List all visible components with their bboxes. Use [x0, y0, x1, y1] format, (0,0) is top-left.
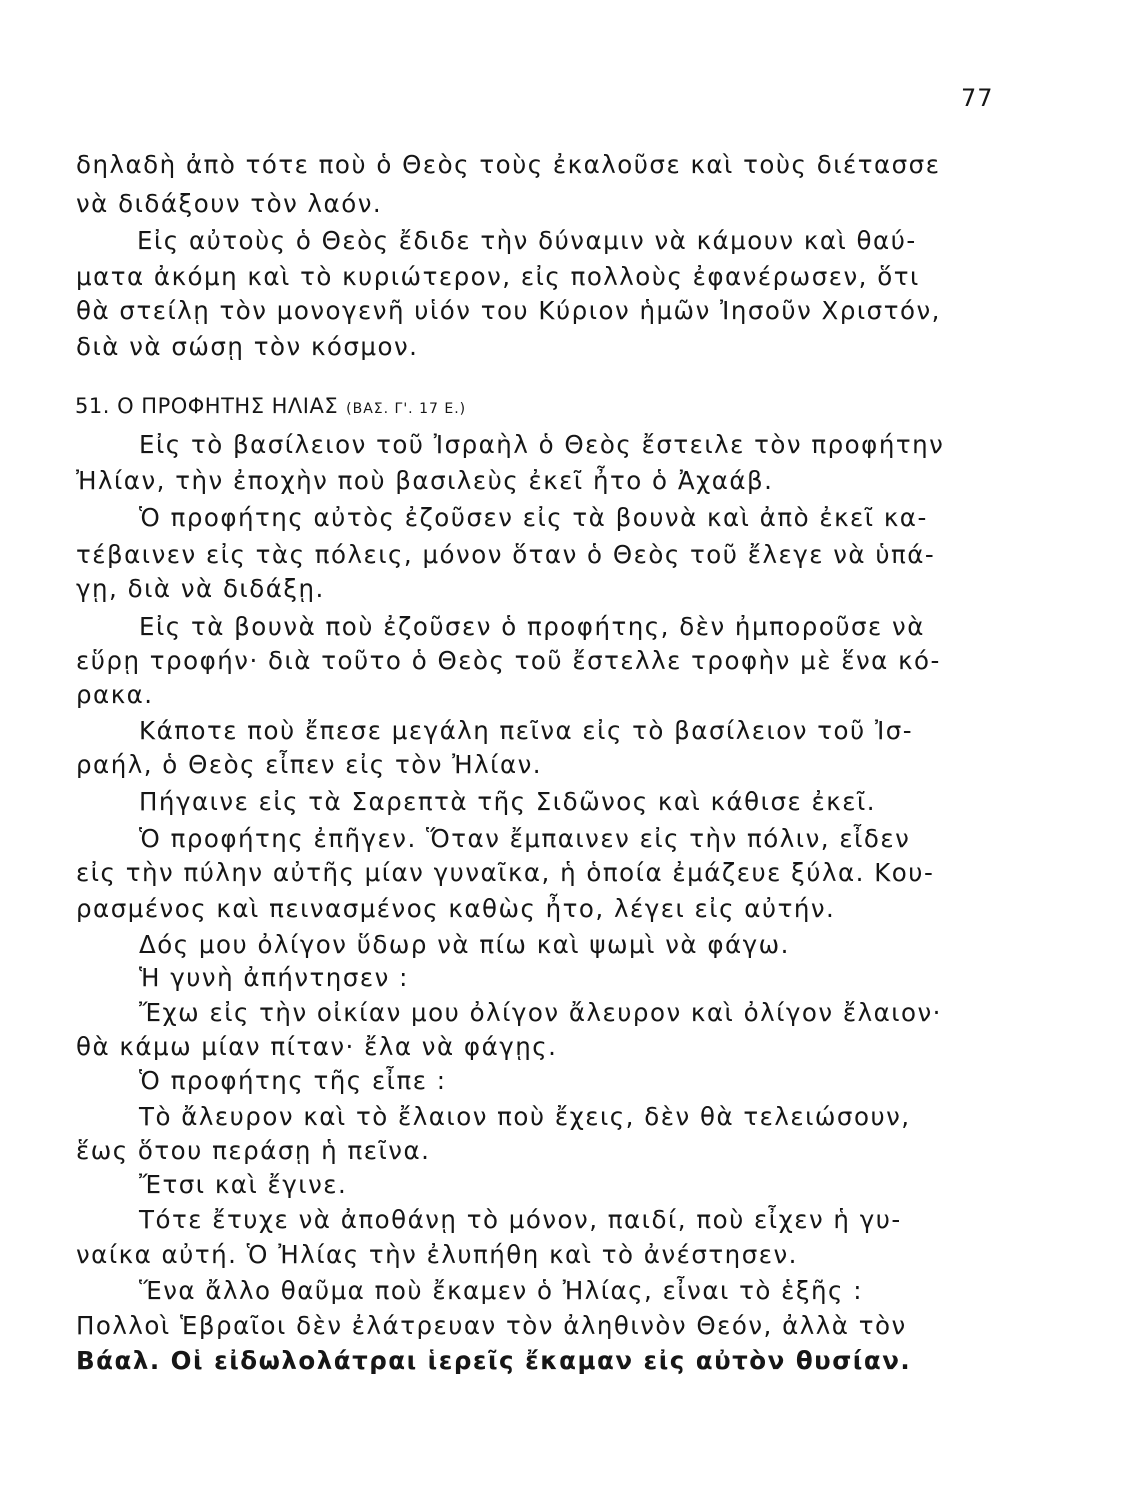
text-line: Εἰς τὰ βουνὰ ποὺ ἐζοῦσεν ὁ προφήτης, δὲν ἠμποροῦσε νὰ [139, 612, 925, 641]
text-line: Εἰς τὸ βασίλειον τοῦ Ἰσραὴλ ὁ Θεὸς ἔστειλε τὸν προφήτην [139, 430, 945, 459]
text-line: γῃ, διὰ νὰ διδάξῃ. [76, 574, 325, 603]
text-line: θὰ στείλῃ τὸν μονογενῆ υἱόν του Κύριον ἡμῶν Ἰησοῦν Χριστόν, [76, 296, 941, 325]
text-line: Ἔτσι καὶ ἔγινε. [139, 1170, 348, 1199]
text-line: Εἰς αὐτοὺς ὁ Θεὸς ἔδιδε τὴν δύναμιν νὰ κάμουν καὶ θαύ- [137, 226, 917, 255]
section-title: 51. Ο ΠΡΟΦΗΤΗΣ ΗΛΙΑΣ [75, 394, 339, 418]
text-line: Ἕνα ἄλλο θαῦμα ποὺ ἔκαμεν ὁ Ἠλίας, εἶναι τὸ ἑξῆς : [139, 1276, 863, 1305]
text-line: τέβαινεν εἰς τὰς πόλεις, μόνον ὅταν ὁ Θεὸς τοῦ ἔλεγε νὰ ὑπά- [76, 540, 936, 569]
text-line: Τότε ἔτυχε νὰ ἀποθάνῃ τὸ μόνον, παιδί, ποὺ εἶχεν ἡ γυ- [139, 1205, 902, 1234]
text-line: Πολλοὶ Ἑβραῖοι δὲν ἐλάτρευαν τὸν ἀληθινὸν Θεόν, ἀλλὰ τὸν [76, 1311, 907, 1340]
text-line: ματα ἀκόμη καὶ τὸ κυριώτερον, εἰς πολλοὺς ἐφανέρωσεν, ὅτι [76, 262, 920, 291]
text-line: Ὁ προφήτης αὐτὸς ἐζοῦσεν εἰς τὰ βουνὰ καὶ ἀπὸ ἐκεῖ κα- [139, 503, 928, 532]
section-heading [75, 391, 466, 424]
text-line: Πήγαινε εἰς τὰ Σαρεπτὰ τῆς Σιδῶνος καὶ κάθισε ἐκεῖ. [139, 787, 877, 816]
text-line: Ἡ γυνὴ ἀπήντησεν : [139, 963, 409, 992]
text-line: ραήλ, ὁ Θεὸς εἶπεν εἰς τὸν Ἠλίαν. [76, 750, 543, 779]
page-number: 77 [961, 84, 994, 112]
text-line: εἰς τὴν πύλην αὐτῆς μίαν γυναῖκα, ἡ ὁποία ἐμάζευε ξύλα. Κου- [76, 858, 935, 887]
text-line: διὰ νὰ σώσῃ τὸν κόσμον. [76, 332, 419, 361]
text-line: Ὁ προφήτης ἐπῆγεν. Ὅταν ἔμπαινεν εἰς τὴν πόλιν, εἶδεν [139, 824, 911, 853]
text-line: Ἠλίαν, τὴν ἐποχὴν ποὺ βασιλεὺς ἐκεῖ ἦτο ὁ Ἀχαάβ. [76, 466, 774, 495]
text-line: εὕρῃ τροφήν· διὰ τοῦτο ὁ Θεὸς τοῦ ἔστελλε τροφὴν μὲ ἕνα κό- [76, 646, 941, 675]
text-line: Δός μου ὀλίγον ὕδωρ νὰ πίω καὶ ψωμὶ νὰ φάγω. [139, 930, 790, 959]
text-line: ρασμένος καὶ πεινασμένος καθὼς ἦτο, λέγει εἰς αὐτήν. [76, 894, 836, 923]
text-line: δηλαδὴ ἀπὸ τότε ποὺ ὁ Θεὸς τοὺς ἐκαλοῦσε καὶ τοὺς διέτασσε [76, 150, 941, 179]
section-reference: (ΒΑΣ. Γ'. 17 Ε.) [346, 401, 467, 417]
text-line: νὰ διδάξουν τὸν λαόν. [76, 189, 383, 218]
text-line: Ἔχω εἰς τὴν οἰκίαν μου ὀλίγον ἄλευρον καὶ ὀλίγον ἔλαιον· [139, 998, 942, 1027]
text-line: ρακα. [76, 680, 154, 709]
text-line: ναίκα αὐτή. Ὁ Ἠλίας τὴν ἐλυπήθη καὶ τὸ ἀνέστησεν. [76, 1240, 798, 1269]
text-line: Βάαλ. Οἱ εἰδωλολάτραι ἱερεῖς ἔκαμαν εἰς αὐτὸν θυσίαν. [76, 1346, 912, 1375]
text-line: Κάποτε ποὺ ἔπεσε μεγάλη πεῖνα εἰς τὸ βασίλειον τοῦ Ἰσ- [139, 716, 914, 745]
text-line: θὰ κάμω μίαν πίταν· ἔλα νὰ φάγῃς. [76, 1032, 558, 1061]
text-line: Τὸ ἄλευρον καὶ τὸ ἔλαιον ποὺ ἔχεις, δὲν θὰ τελειώσουν, [139, 1102, 911, 1131]
text-line: ἕως ὅτου περάσῃ ἡ πεῖνα. [76, 1136, 431, 1165]
text-line: Ὁ προφήτης τῆς εἶπε : [139, 1066, 447, 1095]
